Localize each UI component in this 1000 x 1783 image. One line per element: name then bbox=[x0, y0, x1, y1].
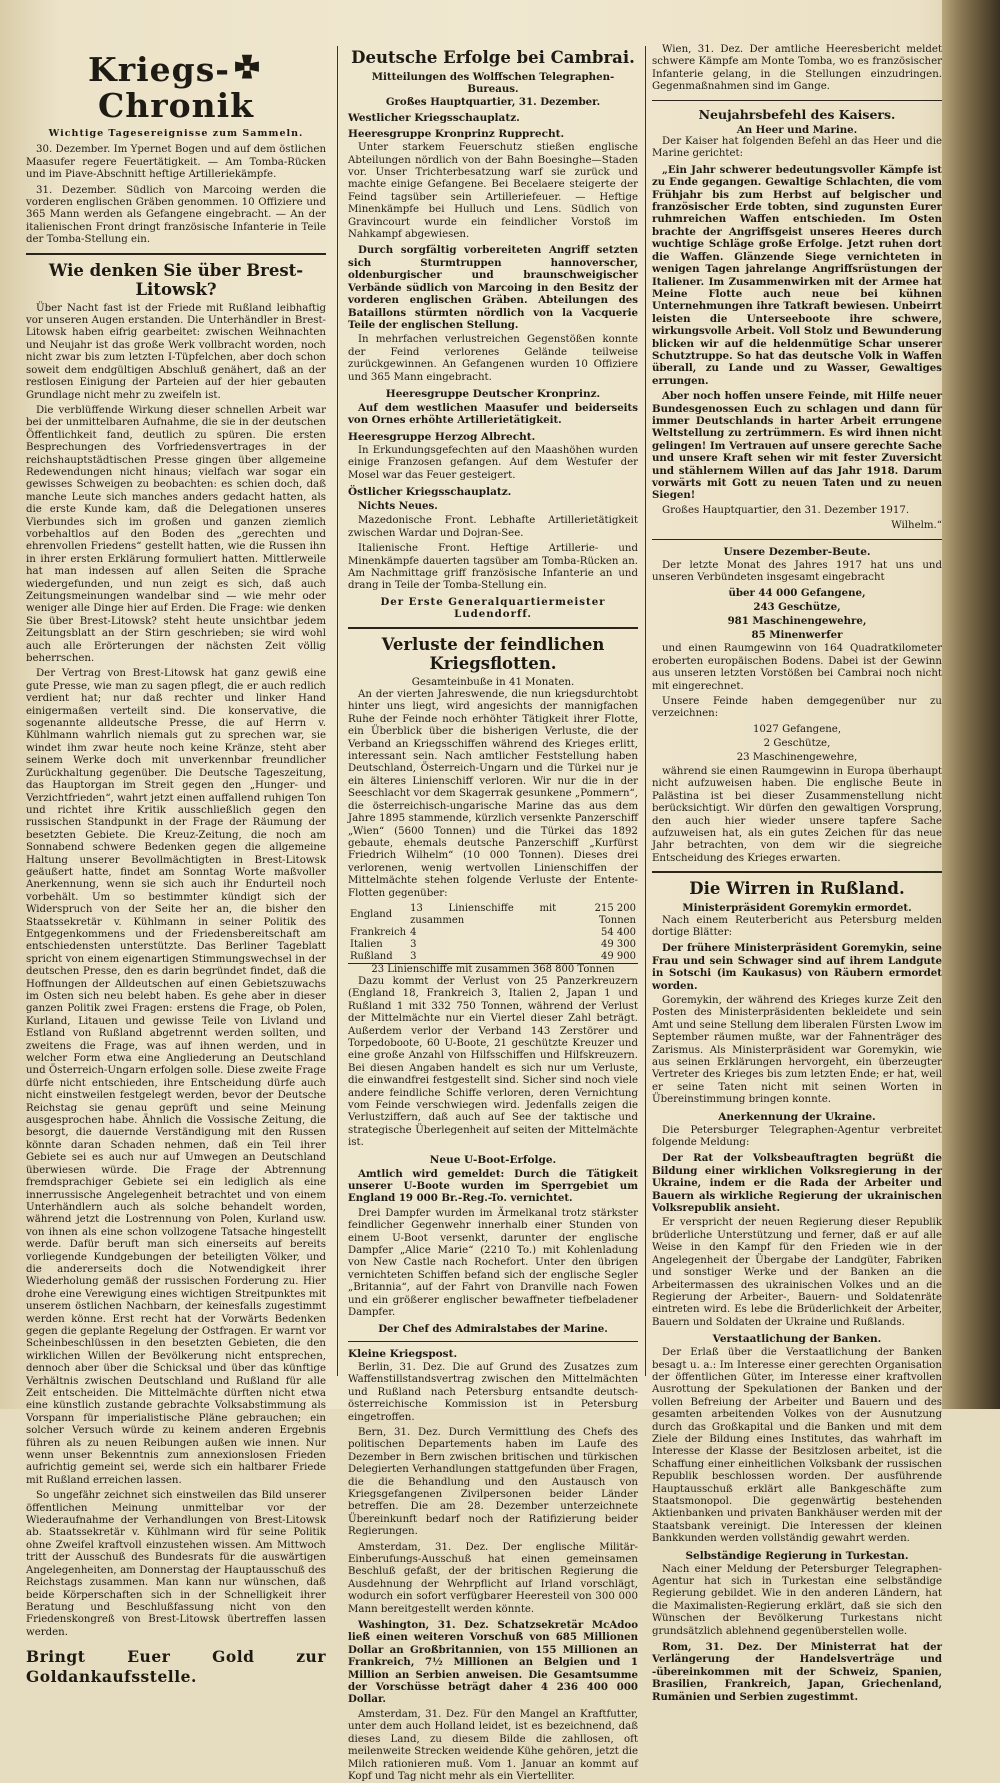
list-item: 243 Geschütze, bbox=[753, 601, 841, 614]
source-line: Mitteilungen des Wolffschen Telegraphen-Bureaus. bbox=[371, 71, 615, 96]
article-title: Die Wirren in Rußland. bbox=[689, 879, 905, 899]
slogan: Bringt Euer Gold zur Goldankaufsstelle. bbox=[26, 1647, 326, 1687]
column-1 bbox=[26, 44, 326, 1687]
paragraph: So ungefähr zeichnet sich einstweilen das Bild unserer öffentlichen Meinung unmittelbar vor der Wiederaufnahme der Verhandlungen von Brest-Litowsk ab. Staatssekretär v. Kühlmann wird für seine Politik ohne Zweifel kraftvoll einzustehen wissen. Am Mittwoch tritt der Ausschuß des Bundesrats für die auswärtigen Angelegenheiten, am Donnerstag der Hauptausschuß des Reichstags zusammen. Man kann nur wünschen, daß beide Körperschaften sich in der Schnelligkeit ihrer Beratung und Beschlußfassung nicht von den Friedenskongreß von Brest-Litowsk übertreffen lassen werden. bbox=[26, 1490, 326, 1638]
article-title: Verluste der feindlichen Kriegsflotten. bbox=[381, 634, 605, 673]
section-head: Westlicher Kriegsschauplatz. bbox=[348, 112, 520, 125]
paragraph: Bern, 31. Dez. Durch Vermittlung des Chefs des politischen Departements haben im Laufe des Dezember in Bern zwischen britischen und türkischen Delegierten Verhandlungen stattgefunden über Fragen, die die Behandlung und den Austausch von Kriegsgefangenen Zivilpersonen beider Länder betreffen. Die am 28. Dezember unterzeichnete Übereinkunft bedarf noch der Ratifizierung beider Regierungen. bbox=[348, 1426, 638, 1538]
article-title: Wie denken Sie über Brest-Litowsk? bbox=[48, 260, 304, 299]
paragraph: Amsterdam, 31. Dez. Der englische Militär-Einberufungs-Ausschuß hat einen gemeinsamen Beschluß gefaßt, der der britischen Regierung die Ausdehnung der Wehrpflicht auf Irland vorschlägt, wodurch ein sofort verfügbarer Heeresteil von 300 000 Mann bereitgestellt werden könnte. bbox=[348, 1541, 638, 1615]
paragraph: Der Rat der Volksbeauftragten begrüßt die Bildung einer wirklichen Volksregierung in der Ukraine, indem er die Rada der Arbeiter und Bauern als wirkliche Regierung der ukrainischen Volksrepublik ansieht. bbox=[652, 1152, 942, 1215]
section-head: Kleine Kriegspost. bbox=[348, 1347, 458, 1360]
paragraph: Mazedonische Front. Lebhafte Artillerietätigkeit zwischen Wardar und Dojran-See. bbox=[348, 515, 638, 539]
paragraph: Er verspricht der neuen Regierung dieser Republik brüderliche Unterstützung und ferner, daß er auf alle Weise in den Kampf für den Frieden wie in der Angelegenheit der Übergabe der Landgüter, Fabriken und sonstiger Werke und der Banken an die Arbeitermassen des ukrainischen Volkes und an die Regierung der Arbeiter-, Bauern- und Soldatenräte eintreten wird. Es lebe die Brüderlichkeit der Arbeiter, Bauern und Soldaten der Ukraine und Rußlands. bbox=[652, 1217, 942, 1328]
article-title: Neujahrsbefehl des Kaisers. bbox=[698, 106, 896, 122]
paragraph: Der Kaiser hat folgenden Befehl an das Heer und die Marine gerichtet: bbox=[652, 136, 942, 160]
paragraph: Über Nacht fast ist der Friede mit Rußland leibhaftig vor unseren Augen erstanden. Die Unterhändler in Brest-Litowsk haben eifrig gearbeitet: zwischen Weihnachten und Neujahr ist das große Werk vollbracht worden, noch nicht zwar bis zum letzten I-Tüpfelchen, aber doch schon soweit dem endgültigen Abschluß genähert, daß an der restlosen Einigung der Parteien auf der hier gebauten Grundlage nicht mehr zu zweifeln ist. bbox=[26, 302, 326, 401]
paragraph: Amtlich wird gemeldet: Durch die Tätigkeit unserer U-Boote wurden im Sperrgebiet um England 19 000 Br.-Reg.-To. vernichtet. bbox=[348, 1167, 638, 1205]
dateline: Großes Hauptquartier, den 31. Dezember 1917. bbox=[662, 504, 910, 516]
divider bbox=[652, 539, 942, 540]
paragraph: Der letzte Monat des Jahres 1917 hat uns und unseren Verbündeten insgesamt eingebracht bbox=[652, 559, 942, 584]
table-row: Frankreich 4 54 400 bbox=[350, 926, 636, 938]
masthead: Kriegs-Chronik bbox=[26, 52, 326, 124]
section-head: Anerkennung der Ukraine. bbox=[718, 1110, 876, 1123]
subsection-head: Heeresgruppe Herzog Albrecht. bbox=[348, 430, 536, 443]
paragraph: Aber noch hoffen unsere Feinde, mit Hilfe neuer Bundesgenossen Euch zu schlagen und dann für immer Deutschlands in harter Arbeit errungene Weltstellung zu zertrümmern. Es wird ihnen nicht gelingen! Im Vertrauen auf unsere gerechte Sache und unsere Kraft sehen wir mit fester Zuversicht und stählernem Willen auf das Jahr 1918. Darum vorwärts mit Gott zu neuen Taten und zu neuen Siegen! bbox=[652, 390, 942, 502]
divider bbox=[26, 253, 326, 255]
article-subtitle: Gesamteinbuße in 41 Monaten. bbox=[411, 676, 575, 688]
section-head: Neue U-Boot-Erfolge. bbox=[429, 1153, 557, 1166]
paragraph: Durch sorgfältig vorbereiteten Angriff setzten sich Sturmtruppen hannoverscher, oldenburgischer und braunschweigischer Verbände südlich von Marcoing in den Besitz der vorderen englischen Gräben. Abteilungen des Bataillons stürmten nördlich von la Vacquerie Teile der englischen Stellung. bbox=[348, 244, 638, 331]
section-head: Selbständige Regierung in Turkestan. bbox=[685, 1549, 909, 1562]
subsection-head: Heeresgruppe Kronprinz Rupprecht. bbox=[348, 128, 565, 141]
paragraph: Nach einem Reuterbericht aus Petersburg melden dortige Blätter: bbox=[652, 914, 942, 938]
paragraph: Der Vertrag von Brest-Litowsk hat ganz gewiß eine gute Presse, wie man zu sagen pflegt, die er auch redlich verdient hat; nur daß rechter und linker Hand einigermaßen verteilt sind. Die konservative, die sogenannte alldeutsche Presse, die auf Herrn v. Kühlmann wahrlich niemals gut zu sprechen war, sie windet ihm zwar heute noch keine Kränze, steht aber seinem Werke doch mit unverkennbar freundlicher Zurückhaltung gegenüber. Die Deutsche Tageszeitung, das Hauptorgan im Streit gegen den „Hunger- und Verzichtfrieden“, wahrt jetzt einen auffallend ruhigen Ton und richtet ihre Kritik ausschließlich gegen den russischen Standpunkt in der Frage der Räumung der besetzten Gebiete. Die Kreuz-Zeitung, die noch am Sonnabend schwere Bedenken gegen die allgemeine Haltung unserer Bevollmächtigten in Brest-Litowsk geäußert hatte, findet am Sonntag Worte maßvoller Anerkennung, wenn sie sich auch ihr Endurteil noch vorbehält. Um so bestimmter kündigt sich der Widerspruch von der Seite her an, die bisher den Staatssekretär v. Kühlmann in seiner Politik des Entgegenkommens und der Friedensbereitschaft am entschiedensten unterstützte. Das Berliner Tageblatt spricht von einem eigenartigen Stimmungswechsel in der deutschen Presse, den es darin begründet findet, daß die Hoffnungen der Alldeutschen auf einen Gebietszuwachs im Osten sich neu belebt haben. Es gehe aber in dieser ganzen Politik zwei Fragen: erstens die Frage, ob Polen, Kurland, Litauen und gewisse Teile von Livland und Estland von Rußland abgetrennt werden sollten, und zweitens die Frage, was auf ihnen werden, und in welcher Form etwa eine Angliederung an Deutschland und Österreich-Ungarn erfolgen solle. Diese zweite Frage dürfe nicht entschieden, ihre Entscheidung dürfe auch nicht einstweilen festgelegt werden, bevor der Deutsche Reichstag sie genau geprüft und seine Meinung ausgesprochen habe. Ähnlich die Vossische Zeitung, die besorgt, die dauernde Verständigung mit den Russen könnte daran Schaden nehmen, daß ein Teil ihrer Gebiete sei es auch nur auf Umwegen an Deutschland überwiesen würde. Die Frage der Abtrennung fremdsprachiger Gebiete sei ein lediglich als eine innerrussische Angelegenheit betrachtet und von einem Unterhändlern auch als solche behandelt worden, während jetzt die Lostrennung von Polen, Kurland usw. von ihnen als eine schon vollzogene Tatsache hingestellt werde. Dafür beruft man sich einerseits auf bereits vorliegende Kundgebungen der beteiligten Völker, und die andererseits doch die Notwendigkeit ihrer Wiederholung gemäß der russischen Forderung zu. Hier drohe eine Verewigung eines wichtigen Streitpunktes mit unserem östlichen Nachbarn, der keinesfalls zugestimmt werden könne. Erst recht hat der Vorwärts Bedenken gegen die geplante Regelung der Ostfragen. Er warnt vor Scheinbeschlüssen in den besetzten Gebieten, die den wirklichen Willen der Bevölkerung nicht entsprechen, dennoch aber über die Schicksal und über das künftige Verhältnis zwischen Deutschland und Rußland für alle Zeit entscheiden. Die Mittelmächte dürften nicht etwa eine künstlich zustande gebrachte Volksabstimmung als Vorspann für imperialistische Pläne gebrauchen; ein solcher Versuch würde zu keinem anderen Ergebnis führen als zu neuen Reibungen außen wie innen. Nur wenn unser Bekenntnis zum annexionslosen Frieden aufrichtig gemeint sei, werde sich ein haltbarer Friede mit Rußland erreichen lassen. bbox=[26, 668, 326, 1486]
subsection-head: Heeresgruppe Deutscher Kronprinz. bbox=[385, 387, 601, 400]
paragraph: In mehrfachen verlustreichen Gegenstößen konnte der Feind verlorenes Gelände teilweise zurückgewinnen. An Gefangenen wurden 10 Offiziere und 365 Mann eingebracht. bbox=[348, 334, 638, 383]
chronik-entry: 31. Dezember. Südlich von Marcoing werden die vorderen englischen Gräben genommen. 10 Offiziere und 365 Mann werden als Gefangene eingebracht. — An der italienischen Front dringt französische Infanterie in Teile der Tomba-Stellung ein. bbox=[26, 184, 326, 246]
paragraph: Amsterdam, 31. Dez. Für den Mangel an Kraftfutter, unter dem auch Holland leidet, ist es bezeichnend, daß dieses Land, zu diesem Bilde die zahllosen, oft meilenweite Strecken weidende Kühe gehören, jetzt die Milch rationieren muß. Vom 1. Januar an kommt auf Kopf und Tag nicht mehr als ein Viertelliter. bbox=[348, 1708, 638, 1782]
signature: Wilhelm.“ bbox=[891, 520, 942, 532]
paragraph: während sie einen Raumgewinn in Europa überhaupt nicht aufzuweisen haben. Die englische Beute in Palästina ist bei dieser Zusammenstellung nicht berücksichtigt. Wir dürfen den gewaltigen Vorsprung, den auch hier wieder unsere tapfere Sache aufzuweisen hat, als ein gutes Zeichen für das neue Jahr betrachten, von dem wir die siegreiche Entscheidung des Krieges erwarten. bbox=[652, 765, 942, 864]
paragraph: An der vierten Jahreswende, die nun kriegsdurchtobt hinter uns liegt, wird angesichts der mannigfachen Ruhe der Feinde noch erhöhter Tätigkeit ihrer Flotte, ein Überblick über die bisherigen Verluste, die der Verband an Kriegsschiffen während des Krieges erlitt, interessant sein. Nach amtlicher Feststellung haben Deutschland, Österreich-Ungarn und die Türkei nur je ein älteres Linienschiff verloren. Wir nur die in der Seeschlacht vor dem Skagerrak gesunkene „Pommern“, die österreichisch-ungarische Marine das aus dem Jahre 1895 stammende, kürzlich versenkte Panzerschiff „Wien“ (5600 Tonnen) und die Türkei das 1892 gebaute, ehemals deutsche Panzerschiff „Kurfürst Friedrich Wilhelm“ (10 000 Tonnen). Dieses drei verlorenen, wenig wertvollen Linienschiffen der Mittelmächte stehen folgende Verluste der Entente-Flotten gegenüber: bbox=[348, 689, 638, 899]
column-rule bbox=[645, 46, 646, 1376]
paragraph: Berlin, 31. Dez. Die auf Grund des Zusatzes zum Waffenstillstandsvertrag zwischen den Mittelmächten und Rußland nach Petersburg entsandte deutsch-österreichische Kommission ist in Petersburg eingetroffen. bbox=[348, 1361, 638, 1423]
paragraph: Die verblüffende Wirkung dieser schnellen Arbeit war bei der unmittelbaren Aufnahme, die sie in der deutschen Öffentlichkeit fand, deutlich zu spüren. Die ersten Besprechungen des Vorfriedensvertrages in der reichshauptstädtischen Presse gingen über allgemeine Redewendungen nicht hinaus; vielfach war sogar ein gewisses Schweigen zu beobachten: es schien doch, daß manche Leute sich manches anders gedacht hatten, als die erste Kunde kam, daß die Delegationen unseres Vierbundes sich im großen und ganzen ziemlich vorbehaltlos auf den Boden des „gerechten und ehrenvollen Friedens“ gestellt hatten, wie die Russen ihn in ihrer ersten Erklärung formuliert hatten. Mittlerweile hat man indessen auf allen Seiten die Sprache wiedergefunden, und nun zeigt es sich, daß auch Zeitungsmeinungen wandelbar sind — wie mehr oder weniger alle Dinge hier auf Erden. Die Frage: wie denken Sie über Brest-Litowsk? steht heute unsichtbar jedem Zeitungsblatt an der Stirn geschrieben; sie wird wohl auch alle Erörterungen der nächsten Zeit völlig beherrschen. bbox=[26, 404, 326, 665]
article-title: Deutsche Erfolge bei Cambrai. bbox=[351, 48, 635, 67]
column-rule bbox=[337, 46, 338, 1376]
paragraph: „Ein Jahr schwerer bedeutungsvoller Kämpfe ist zu Ende gegangen. Gewaltige Schlachten, die vom Frühjahr bis zum Herbst auf belgischer und französischer Erde tobten, sind zugunsten Eurer ruhmreichen Waffen entschieden. Im Osten brachte der Angriffsgeist unseres Heeres durch wuchtige Schläge große Erfolge. Jetzt ruhen dort die Waffen. Glänzende Siege vernichteten in wenigen Tagen jahrelange Angriffsrüstungen der Italiener. Im Zusammenwirken mit der Armee hat Meine Flotte auch neue bei kühnen Unternehmungen ihre Tatkraft bewiesen. Unbeirrt leisten die Unterseeboote ihre schwere, wirkungsvolle Arbeit. Voll Stolz und Bewunderung blicken wir auf die heldenmütige Schar unserer Schutztruppe. So hat das deutsche Volk in Waffen überall, zu Lande und zu Wasser, Gewaltiges errungen. bbox=[652, 163, 942, 387]
list-item: über 44 000 Gefangene, bbox=[728, 587, 866, 600]
divider bbox=[652, 871, 942, 873]
loss-table bbox=[348, 903, 638, 976]
paragraph: Unsere Feinde haben demgegenüber nur zu verzeichnen: bbox=[652, 696, 942, 720]
column-3 bbox=[652, 44, 942, 1703]
paragraph: und einen Raumgewinn von 164 Quadratkilometer eroberten europäischen Bodens. Dabei ist der Gewinn aus unseren letzten Vorstößen bei Cambrai noch nicht mit eingerechnet. bbox=[652, 643, 942, 692]
paragraph: Der frühere Ministerpräsident Goremykin, seine Frau und sein Schwager sind auf ihrem Landgute in Sotschi (im Kaukasus) von Räubern ermordet worden. bbox=[652, 942, 942, 992]
table-row: England 13 Linienschiffe mit zusammen 215 200 Tonnen bbox=[350, 902, 636, 926]
paragraph: Auf dem westlichen Maasufer und beiderseits von Ornes erhöhte Artillerietätigkeit. bbox=[348, 401, 638, 427]
list-item: 981 Maschinengewehre, bbox=[727, 615, 867, 628]
paragraph: Wien, 31. Dez. Der amtliche Heeresbericht meldet schwere Kämpfe am Monte Tomba, wo es französischer Infanterie gelang, in die Stellungen einzudringen. Gegenmaßnahmen sind im Gange. bbox=[652, 44, 942, 93]
paragraph: Rom, 31. Dez. Der Ministerrat hat der Verlängerung der Handelsverträge und -übereinkommen mit der Schweiz, Spanien, Brasilien, Frankreich, Japan, Griechenland, Rumänien und Serbien zugestimmt. bbox=[652, 1641, 942, 1703]
paragraph: Unter starkem Feuerschutz stießen englische Abteilungen nördlich von der Bahn Boesinghe—Staden vor. Unser Trichterbesatzung warf sie zurück und machte einige Gefangene. Bei Becelaere steigerte der Feind tagsüber sein Artilleriefeuer. — Heftige Minenkämpfe bei Hulluch und Lens. Südlich von Gravincourt wurde ein feindlicher Vorstoß im Nahkampf abgewiesen. bbox=[348, 142, 638, 241]
column-2 bbox=[348, 44, 638, 1782]
paragraph: Dazu kommt der Verlust von 25 Panzerkreuzern (England 18, Frankreich 3, Italien 2, Japan 1 und Rußland 1 mit 332 750 Tonnen, während der Verlust der Mittelmächte nur ein Viertel dieser Zahl beträgt. Außerdem verlor der Verband 143 Zerstörer und Torpedoboote, 60 U-Boote, 21 geschützte Kreuzer und eine große Anzahl von Hilfsschiffen und Hilfskreuzern. Bei diesen Angaben handelt es sich nur um Verluste, die einwandfrei festgestellt sind. Sicher sind noch viele andere feindliche Schiffe verloren, deren Vernichtung vom Feinde verschwiegen wird. Jedenfalls zeigen die Verlustziffern, daß auch auf See der taktische und strategische Überlegenheit auf seiten der Mittelmächte ist. bbox=[348, 975, 638, 1149]
binding-edge bbox=[942, 0, 1000, 1409]
section-head: Unsere Dezember-Beute. bbox=[723, 545, 871, 558]
section-head: Verstaatlichung der Banken. bbox=[712, 1333, 882, 1346]
chronik-entry: 30. Dezember. Im Ypernet Bogen und auf dem östlichen Maasufer regere Feuertätigkeit. — Am Tomba-Rücken und im Piave-Abschnitt heftige Artilleriekämpfe. bbox=[26, 144, 326, 181]
section-head: Östlicher Kriegsschauplatz. bbox=[348, 485, 512, 498]
table-row: Rußland 3 49 900 bbox=[350, 950, 636, 962]
divider bbox=[348, 627, 638, 629]
paragraph: Nichts Neues. bbox=[358, 499, 438, 512]
iron-cross-icon bbox=[230, 53, 264, 87]
list-item: 1027 Gefangene, bbox=[752, 723, 842, 735]
table-row: 23 Linienschiffe mit zusammen 368 800 Tonnen bbox=[348, 963, 638, 976]
paragraph: In Erkundungsgefechten auf den Maashöhen wurden einige Franzosen gefangen. Auf dem Westufer der Mosel war das Feuer gesteigert. bbox=[348, 444, 638, 481]
list-item: 23 Maschinengewehre, bbox=[736, 751, 858, 763]
paragraph: Washington, 31. Dez. Schatzsekretär McAdoo ließ einen weiteren Vorschuß von 685 Millionen Dollar an Großbritannien, von 155 Millionen an Frankreich, 7½ Millionen an Belgien und 1 Million an Serbien anweisen. Die Gesamtsumme der Vorschüsse beträgt daher 4 236 400 000 Dollar. bbox=[348, 1619, 638, 1706]
list-item: 2 Geschütze, bbox=[763, 737, 831, 749]
table-row: Italien 3 49 300 bbox=[350, 938, 636, 950]
masthead-subtitle: Wichtige Tagesereignisse zum Sammeln. bbox=[48, 128, 304, 139]
dateline: Großes Hauptquartier, 31. Dezember. bbox=[385, 95, 601, 108]
divider bbox=[348, 1341, 638, 1342]
signature: Der Erste Generalquartiermeister Ludendorff. bbox=[380, 595, 606, 621]
paragraph: Nach einer Meldung der Petersburger Telegraphen-Agentur hat sich in Turkestan eine selbständige Regierung gebildet. Wie in den anderen Ländern, hat die Maximalisten-Regierung erklärt, daß sie sich den Wünschen der Bevölkerung Turkestans nicht grundsätzlich ablehnend gegenüberstellen wolle. bbox=[652, 1563, 942, 1637]
paragraph: Italienische Front. Heftige Artillerie- und Minenkämpfe dauerten tagsüber am Tomba-Rücken an. Am Nachmittage griff französische Infanterie an und drang in Teile der Tomba-Stellung ein. bbox=[348, 543, 638, 592]
signature: Der Chef des Admiralstabes der Marine. bbox=[378, 1322, 608, 1335]
article-subtitle: An Heer und Marine. bbox=[736, 123, 858, 136]
divider bbox=[652, 100, 942, 101]
paragraph: Der Erlaß über die Verstaatlichung der Banken besagt u. a.: Im Interesse einer gerechten Organisation der öffentlichen Güter, im Interesse einer kraftvollen Ausrottung der Spekulationen der Banken und der vollen Befreiung der Arbeiter und Bauern und des gesamten arbeitenden Volkes von der Ausnutzung durch das Großkapital und die Banken und mit dem Ziele der Bildung eines Institutes, das wahrhaft im Interesse der Klasse der Besitzlosen arbeitet, ist die Schaffung einer einheitlichen Volksbank der russischen Republik beschlossen worden. Der ausführende Hauptausschuß erklärt alle Bankgeschäfte zum Staatsmonopol. Die gegenwärtig bestehenden Aktienbanken und privaten Bankhäuser werden mit der Staatsbank vereinigt. Die Interessen der kleinen Bankkunden werden vollständig gewahrt werden. bbox=[652, 1347, 942, 1545]
paragraph: Drei Dampfer wurden im Ärmelkanal trotz stärkster feindlicher Gegenwehr innerhalb einer Stunden von einem U-Boot versenkt, darunter der englische Dampfer „Alice Marie“ (2210 To.) mit Kohlenladung von New Castle nach Rochefort. Unter den übrigen vernichteten Schiffen befand sich der englische Segler „Britannia“, auf der Fahrt von Dranville nach Fowen und ein größerer englischer bewaffneter tiefbeladener Dampfer. bbox=[348, 1207, 638, 1319]
article-subtitle: Ministerpräsident Goremykin ermordet. bbox=[682, 902, 912, 915]
paragraph: Die Petersburger Telegraphen-Agentur verbreitet folgende Meldung: bbox=[652, 1124, 942, 1149]
list-item: 85 Minenwerfer bbox=[751, 629, 843, 642]
paragraph: Goremykin, der während des Krieges kurze Zeit den Posten des Ministerpräsidenten bekleidete und sein Amt und seine Stellung dem liberalen Fürsten Lwow im September räumen mußte, war der Fahnenträger des Zarismus. Als Ministerpräsident war Goremykin, wie aus seinen Erklärungen hervorgeht, ein überzeugter Vertreter des Krieges bis zum letzten Ende; er hat, weil er seine Taten nicht mit seinen Worten in Übereinstimmung bringen konnte. bbox=[652, 994, 942, 1106]
